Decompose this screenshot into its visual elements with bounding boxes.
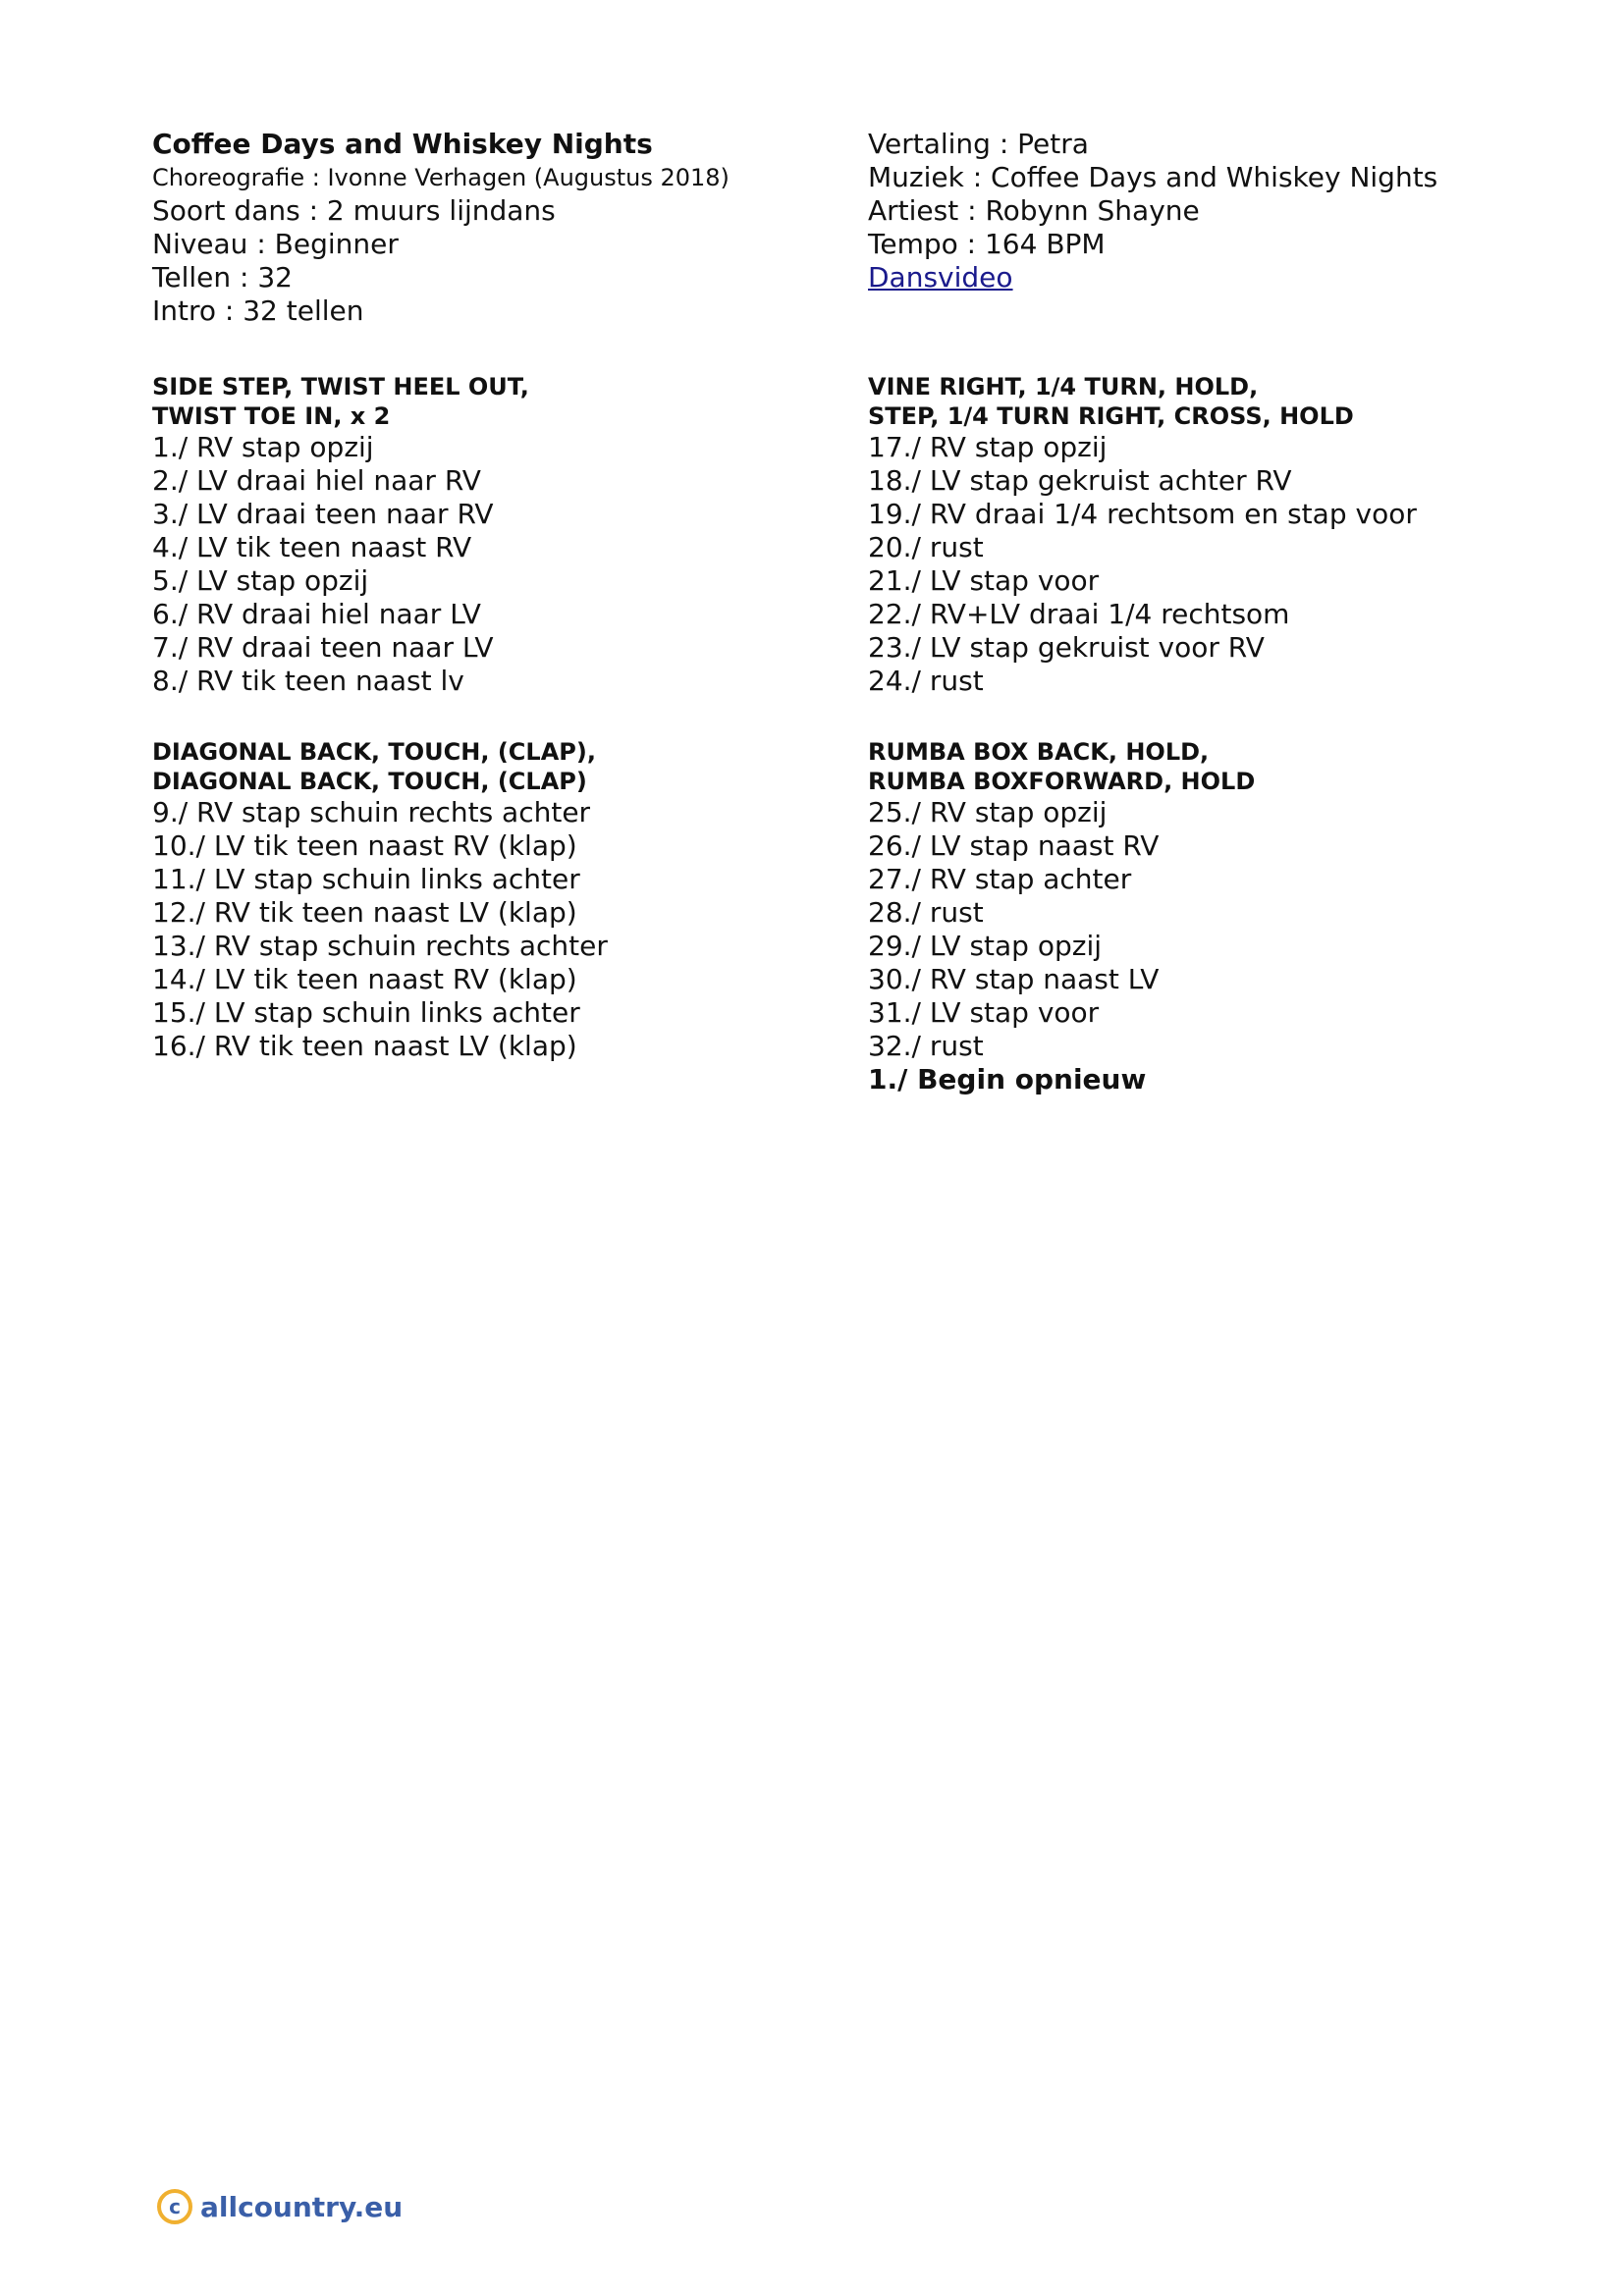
section-heading: DIAGONAL BACK, TOUCH, (CLAP) [152, 768, 587, 795]
section-heading: RUMBA BOX BACK, HOLD, [868, 738, 1210, 766]
step-item: 28./ rust [868, 896, 984, 929]
step-item: 17./ RV stap opzij [868, 431, 1108, 463]
step-item: 26./ LV stap naast RV [868, 829, 1160, 862]
step-item: 25./ RV stap opzij [868, 796, 1108, 828]
step-item: 24./ rust [868, 665, 984, 697]
dance-type: Soort dans : 2 muurs lijndans [152, 194, 556, 227]
section-side-step [152, 372, 839, 698]
dance-level: Niveau : Beginner [152, 228, 399, 260]
step-item: 12./ RV tik teen naast LV (klap) [152, 896, 577, 929]
step-item: 6./ RV draai hiel naar LV [152, 598, 481, 630]
section-heading: STEP, 1/4 TURN RIGHT, CROSS, HOLD [868, 402, 1354, 430]
section-heading: VINE RIGHT, 1/4 TURN, HOLD, [868, 373, 1259, 400]
step-item: 15./ LV stap schuin links achter [152, 996, 580, 1029]
step-item: 29./ LV stap opzij [868, 930, 1102, 962]
step-item: 16./ RV tik teen naast LV (klap) [152, 1030, 577, 1062]
step-item: 13./ RV stap schuin rechts achter [152, 930, 608, 962]
step-item: 23./ LV stap gekruist voor RV [868, 631, 1265, 664]
step-item: 30./ RV stap naast LV [868, 963, 1160, 995]
dance-intro: Intro : 32 tellen [152, 294, 364, 327]
dance-counts: Tellen : 32 [152, 261, 293, 294]
dance-title: Coffee Days and Whiskey Nights [152, 128, 653, 160]
step-item: 19./ RV draai 1/4 rechtsom en stap voor [868, 498, 1417, 530]
step-item: 3./ LV draai teen naar RV [152, 498, 494, 530]
translation: Vertaling : Petra [868, 128, 1089, 160]
step-item: 22./ RV+LV draai 1/4 rechtsom [868, 598, 1290, 630]
dance-video-link[interactable]: Dansvideo [868, 261, 1013, 294]
step-item: 4./ LV tik teen naast RV [152, 531, 472, 563]
artist: Artiest : Robynn Shayne [868, 194, 1200, 227]
spacer-line [868, 294, 1575, 328]
step-item: 32./ rust [868, 1030, 984, 1062]
step-item: 21./ LV stap voor [868, 564, 1100, 597]
copyright-c-icon: c [157, 2189, 192, 2224]
section-diagonal-back [152, 737, 839, 1063]
step-item: 7./ RV draai teen naar LV [152, 631, 494, 664]
section-vine-right [868, 372, 1575, 698]
section-heading: TWIST TOE IN, x 2 [152, 402, 391, 430]
step-item: 10./ LV tik teen naast RV (klap) [152, 829, 577, 862]
step-item: 9./ RV stap schuin rechts achter [152, 796, 591, 828]
step-item: 5./ LV stap opzij [152, 564, 369, 597]
left-column [152, 128, 839, 1063]
section-heading: SIDE STEP, TWIST HEEL OUT, [152, 373, 529, 400]
step-item: 20./ rust [868, 531, 984, 563]
site-name: allcountry.eu [200, 2190, 404, 2223]
footer-logo[interactable] [157, 2189, 403, 2224]
step-item: 14./ LV tik teen naast RV (klap) [152, 963, 577, 995]
tempo: Tempo : 164 BPM [868, 228, 1106, 260]
step-item: 1./ RV stap opzij [152, 431, 374, 463]
section-heading: RUMBA BOXFORWARD, HOLD [868, 768, 1256, 795]
step-item: 8./ RV tik teen naast lv [152, 665, 464, 697]
music: Muziek : Coffee Days and Whiskey Nights [868, 161, 1438, 193]
step-item: 31./ LV stap voor [868, 996, 1100, 1029]
step-item: 18./ LV stap gekruist achter RV [868, 464, 1292, 497]
restart-step: 1./ Begin opnieuw [868, 1063, 1147, 1095]
right-column [868, 128, 1575, 1096]
choreographer: Choreografie : Ivonne Verhagen (Augustus 2018) [152, 164, 730, 191]
step-item: 27./ RV stap achter [868, 863, 1132, 895]
step-item: 2./ LV draai hiel naar RV [152, 464, 481, 497]
step-item: 11./ LV stap schuin links achter [152, 863, 580, 895]
section-rumba-box [868, 737, 1575, 1096]
section-heading: DIAGONAL BACK, TOUCH, (CLAP), [152, 738, 596, 766]
